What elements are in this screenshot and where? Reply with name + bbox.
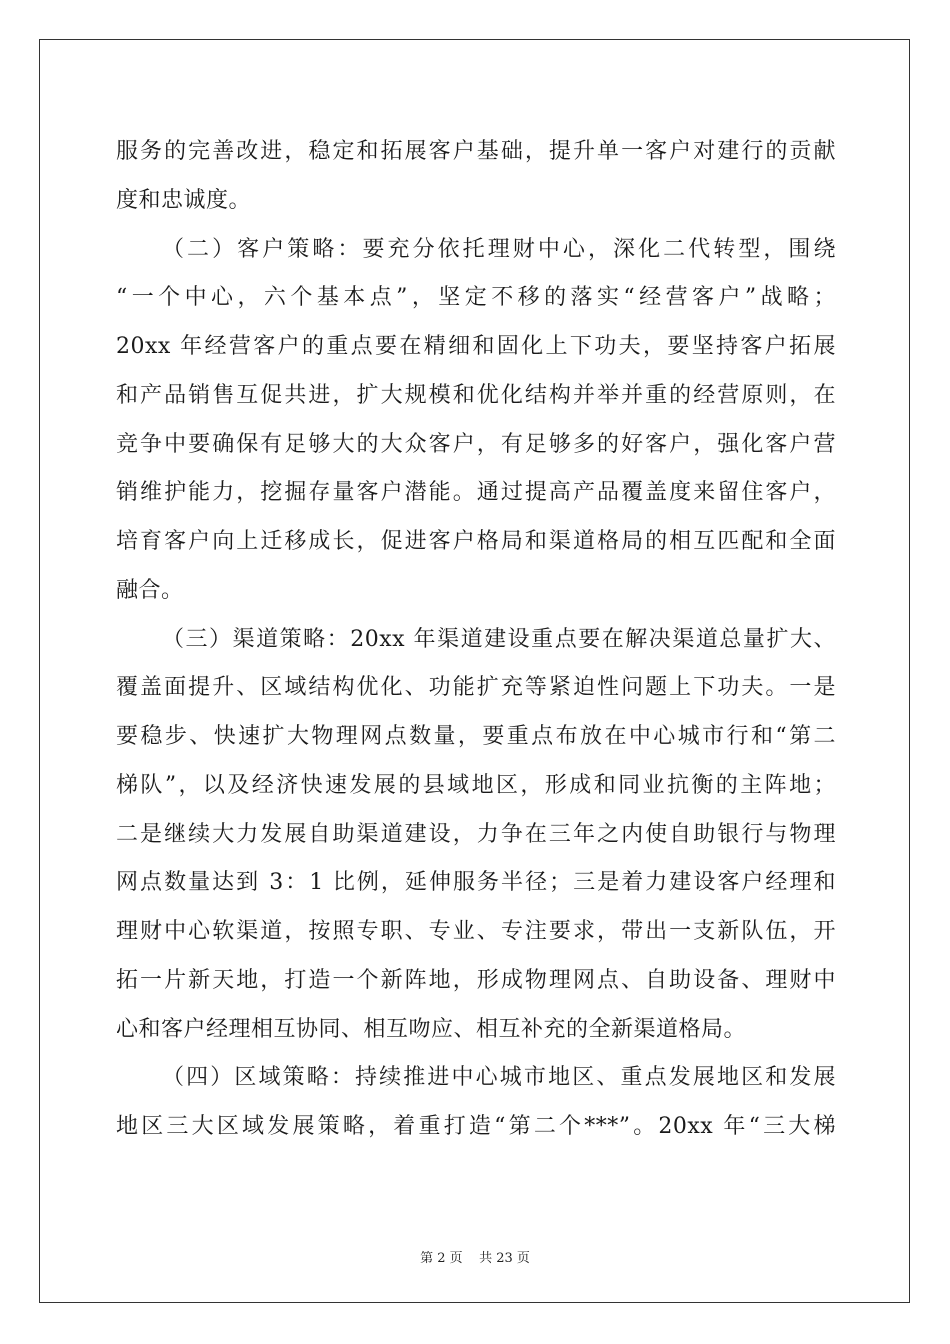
text-line: 拓一片新天地，打造一个新阵地，形成物理网点、自助设备、理财中: [116, 967, 836, 993]
text-line: 二是继续大力发展自助渠道建设，力争在三年之内使自助银行与物理: [116, 821, 836, 847]
text-line: 销维护能力，挖掘存量客户潜能。通过提高产品覆盖度来留住客户，: [116, 480, 836, 506]
text-line: 地区三大区域发展策略，着重打造“第二个***”。20xx 年“三大梯: [116, 1114, 836, 1139]
text-line: 融合。: [116, 577, 184, 603]
text-line: 竞争中要确保有足够大的大众客户，有足够多的好客户，强化客户营: [116, 431, 836, 457]
text-line: 心和客户经理相互协同、相互吻应、相互补充的全新渠道格局。: [116, 1016, 747, 1042]
text-line: 和产品销售互促共进，扩大规模和优化结构并举并重的经营原则，在: [116, 382, 836, 408]
text-line: 培育客户向上迁移成长，促进客户格局和渠道格局的相互匹配和全面: [116, 529, 836, 554]
text-line: 覆盖面提升、区域结构优化、功能扩充等紧迫性问题上下功夫。一是: [116, 675, 836, 701]
paragraph-start-line: （二）客户策略：要充分依托理财中心，深化二代转型，围绕: [162, 236, 836, 262]
page-number-footer: 第 2 页 共 23 页: [420, 1251, 530, 1266]
paragraph-start-line: （三）渠道策略：20xx 年渠道建设重点要在解决渠道总量扩大、: [162, 626, 836, 652]
text-line: 梯队”，以及经济快速发展的县域地区，形成和同业抗衡的主阵地；: [116, 772, 836, 798]
text-line: 网点数量达到 3：1 比例，延伸服务半径；三是着力建设客户经理和: [116, 870, 836, 896]
text-line: 度和忠诚度。: [116, 187, 252, 213]
text-line: “一个中心，六个基本点”，坚定不移的落实“经营客户”战略；: [116, 285, 836, 311]
text-line: 服务的完善改进，稳定和拓展客户基础，提升单一客户对建行的贡献: [116, 139, 836, 164]
text-line: 要稳步、快速扩大物理网点数量，要重点布放在中心城市行和“第二: [116, 724, 836, 749]
document-body: [116, 128, 836, 1152]
text-line: 20xx 年经营客户的重点要在精细和固化上下功夫，要坚持客户拓展: [116, 334, 836, 359]
text-line: 理财中心软渠道，按照专职、专业、专注要求，带出一支新队伍，开: [116, 919, 836, 944]
paragraph-start-line: （四）区域策略：持续推进中心城市地区、重点发展地区和发展: [162, 1065, 836, 1091]
